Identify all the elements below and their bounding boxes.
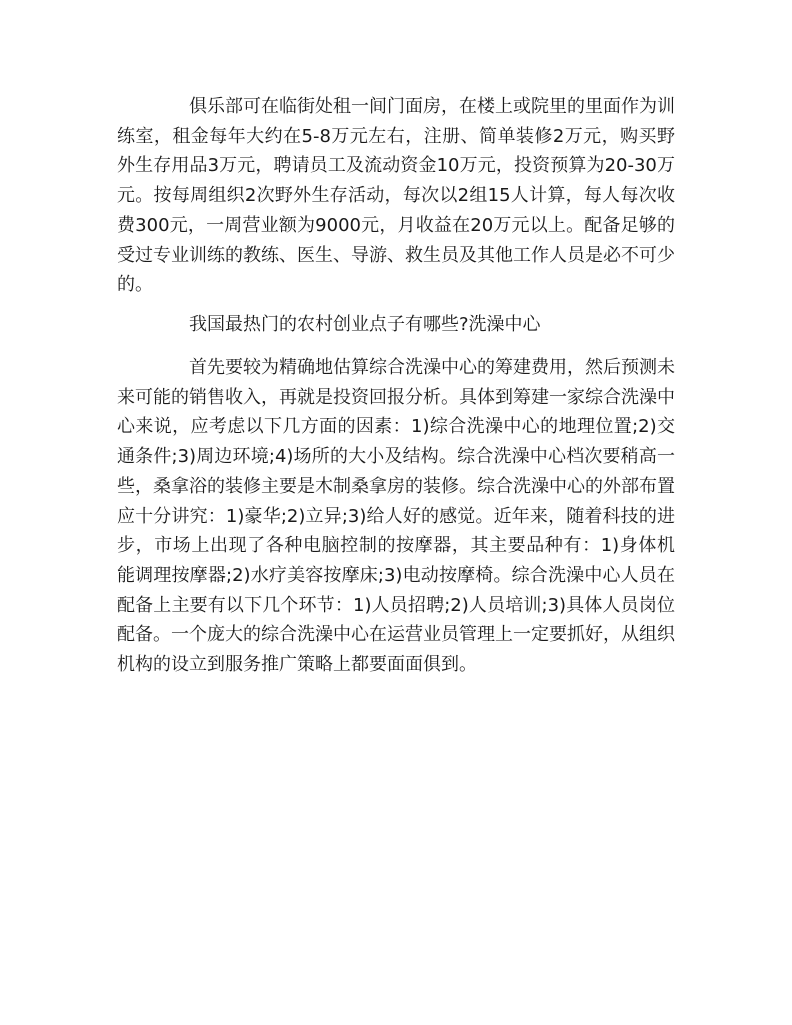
- section-heading: [117, 310, 675, 340]
- heading-text: 我国最热门的农村创业点子有哪些?洗澡中心: [189, 314, 541, 335]
- paragraph-text: 首先要较为精确地估算综合洗澡中心的筹建费用，然后预测未来可能的销售收入，再就是投资回报分析。具体到筹建一家综合洗澡中心来说，应考虑以下几方面的因素：1)综合洗澡中心的地理位置;2)交通条件;3)周边环境;4)场所的大小及结构。综合洗澡中心档次要稍高一些，桑拿浴的装修主要是木制桑拿房的装修。综合洗澡中心的外部布置应十分讲究：1)豪华;2)立异;3)给人好的感觉。近年来，随着科技的进步，市场上出现了各种电脑控制的按摩器，其主要品种有：1)身体机能调理按摩器;2)水疗美容按摩床;3)电动按摩椅。综合洗澡中心人员在配备上主要有以下几个环节：1)人员招聘;2)人员培训;3)具体人员岗位配备。一个庞大的综合洗澡中心在运营业员管理上一定要抓好，从组织机构的设立到服务推广策略上都要面面俱到。: [117, 357, 675, 676]
- body-paragraph-bath-center: [117, 353, 675, 680]
- body-paragraph-club-budget: [117, 92, 675, 300]
- paragraph-text: 俱乐部可在临街处租一间门面房，在楼上或院里的里面作为训练室，租金每年大约在5-8万元左右，注册、简单装修2万元，购买野外生存用品3万元，聘请员工及流动资金10万元，投资预算为20-30万元。按每周组织2次野外生存活动，每次以2组15人计算，每人每次收费300元，一周营业额为9000元，月收益在20万元以上。配备足够的受过专业训练的教练、医生、导游、救生员及其他工作人员是必不可少的。: [117, 96, 675, 296]
